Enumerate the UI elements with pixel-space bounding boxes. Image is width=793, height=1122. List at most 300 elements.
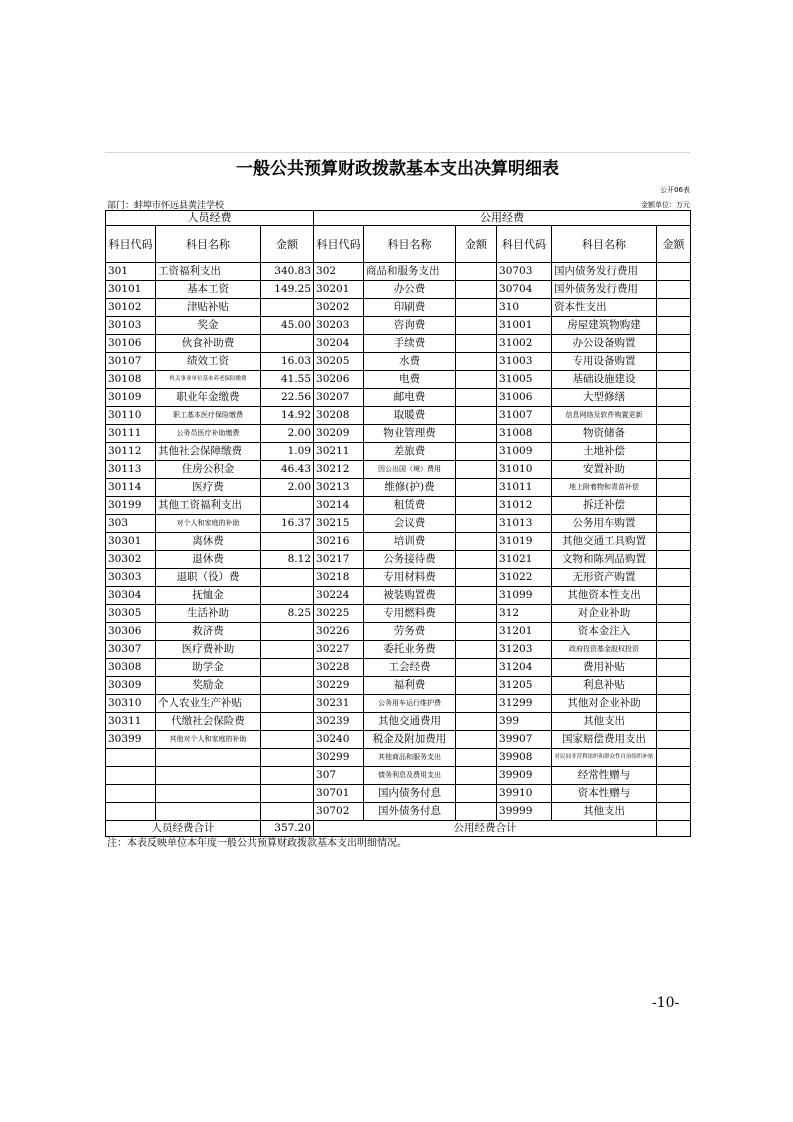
amount — [456, 497, 497, 515]
col-amount: 金额 — [261, 226, 314, 263]
subject-name — [156, 767, 261, 785]
table-row — [106, 785, 691, 803]
table-row — [106, 731, 691, 749]
amount: 149.25 — [261, 281, 314, 299]
amount — [657, 551, 691, 569]
subject-code: 30224 — [314, 587, 364, 605]
subject-code: 30703 — [497, 263, 552, 281]
subject-code: 30102 — [106, 299, 156, 317]
amount — [657, 461, 691, 479]
subject-name: 公务接待费 — [364, 551, 456, 569]
amount — [456, 641, 497, 659]
subject-code: 30203 — [314, 317, 364, 335]
amount — [456, 731, 497, 749]
subject-code: 30106 — [106, 335, 156, 353]
subject-name: 因公出国（境）费用 — [364, 461, 456, 479]
table-row — [106, 479, 691, 497]
personnel-total-value: 357.20 — [261, 821, 314, 837]
table-row — [106, 641, 691, 659]
amount — [657, 749, 691, 767]
subject-code: 30304 — [106, 587, 156, 605]
subject-name: 其他对个人和家庭的补助 — [156, 731, 261, 749]
subject-code: 30214 — [314, 497, 364, 515]
amount — [261, 785, 314, 803]
subject-name: 办公设备购置 — [552, 335, 657, 353]
amount — [657, 335, 691, 353]
table-row — [106, 533, 691, 551]
subject-name: 邮电费 — [364, 389, 456, 407]
subject-code: 30103 — [106, 317, 156, 335]
subject-code: 31002 — [497, 335, 552, 353]
subject-code: 30309 — [106, 677, 156, 695]
col-name: 科目名称 — [552, 226, 657, 263]
subject-name: 委托业务费 — [364, 641, 456, 659]
subject-code: 30301 — [106, 533, 156, 551]
subject-name: 公务员医疗补助缴费 — [156, 425, 261, 443]
amount — [657, 569, 691, 587]
subject-code: 31204 — [497, 659, 552, 677]
subject-code: 30227 — [314, 641, 364, 659]
amount — [657, 767, 691, 785]
amount — [657, 407, 691, 425]
table-row — [106, 767, 691, 785]
subject-name: 代缴社会保险费 — [156, 713, 261, 731]
amount — [657, 803, 691, 821]
subject-name: 经常性赠与 — [552, 767, 657, 785]
subject-code: 30101 — [106, 281, 156, 299]
subject-code: 30199 — [106, 497, 156, 515]
subject-name: 离休费 — [156, 533, 261, 551]
subject-code: 30225 — [314, 605, 364, 623]
amount — [456, 461, 497, 479]
group-personnel: 人员经费 — [106, 211, 314, 226]
public-total-value — [657, 821, 691, 837]
subject-code: 30239 — [314, 713, 364, 731]
subject-code: 31201 — [497, 623, 552, 641]
subject-code: 39910 — [497, 785, 552, 803]
subject-name: 安置补助 — [552, 461, 657, 479]
amount: 14.92 — [261, 407, 314, 425]
col-code: 科目代码 — [497, 226, 552, 263]
amount — [657, 731, 691, 749]
subject-code: 30208 — [314, 407, 364, 425]
subject-name: 电费 — [364, 371, 456, 389]
amount — [456, 803, 497, 821]
subject-code: 30209 — [314, 425, 364, 443]
subject-code: 30226 — [314, 623, 364, 641]
subject-code: 31205 — [497, 677, 552, 695]
subject-name: 国家赔偿费用支出 — [552, 731, 657, 749]
table-row — [106, 353, 691, 371]
subject-code: 30204 — [314, 335, 364, 353]
amount — [261, 713, 314, 731]
amount — [261, 803, 314, 821]
group-public: 公用经费 — [314, 211, 691, 226]
subject-code: 30205 — [314, 353, 364, 371]
table-row — [106, 299, 691, 317]
amount — [261, 749, 314, 767]
subject-code: 31019 — [497, 533, 552, 551]
amount — [456, 677, 497, 695]
subject-name: 福利费 — [364, 677, 456, 695]
amount — [657, 533, 691, 551]
subject-code: 31005 — [497, 371, 552, 389]
amount: 2.00 — [261, 479, 314, 497]
subject-name: 办公费 — [364, 281, 456, 299]
subject-name: 其他对企业补助 — [552, 695, 657, 713]
amount — [657, 677, 691, 695]
subject-name: 生活补助 — [156, 605, 261, 623]
subject-code: 30212 — [314, 461, 364, 479]
table-row — [106, 317, 691, 335]
subject-name: 资本性赠与 — [552, 785, 657, 803]
amount — [657, 317, 691, 335]
amount — [657, 623, 691, 641]
subject-code: 30113 — [106, 461, 156, 479]
subject-name: 手续费 — [364, 335, 456, 353]
amount — [657, 605, 691, 623]
table-row — [106, 623, 691, 641]
subject-name: 房屋建筑物购建 — [552, 317, 657, 335]
subject-code: 30306 — [106, 623, 156, 641]
subject-code: 312 — [497, 605, 552, 623]
amount — [456, 425, 497, 443]
table-row — [106, 281, 691, 299]
amount — [261, 533, 314, 551]
subject-name: 费用补贴 — [552, 659, 657, 677]
subject-code: 30218 — [314, 569, 364, 587]
subject-name: 对企业补助 — [552, 605, 657, 623]
subject-name: 地上附着物和青苗补偿 — [552, 479, 657, 497]
subject-name: 租赁费 — [364, 497, 456, 515]
subject-code: 39999 — [497, 803, 552, 821]
table-row — [106, 389, 691, 407]
subject-code: 39909 — [497, 767, 552, 785]
subject-code: 30213 — [314, 479, 364, 497]
public-total-label: 公用经费合计 — [314, 821, 657, 837]
amount — [456, 551, 497, 569]
amount — [261, 659, 314, 677]
table-row — [106, 551, 691, 569]
subject-code: 31099 — [497, 587, 552, 605]
amount — [456, 695, 497, 713]
amount — [456, 623, 497, 641]
subject-code: 31008 — [497, 425, 552, 443]
amount: 8.25 — [261, 605, 314, 623]
table-row — [106, 407, 691, 425]
subject-name: 其他交通费用 — [364, 713, 456, 731]
amount — [657, 425, 691, 443]
subject-code: 31007 — [497, 407, 552, 425]
subject-code: 399 — [497, 713, 552, 731]
subject-code: 301 — [106, 263, 156, 281]
subject-name: 维修(护)费 — [364, 479, 456, 497]
subject-code — [106, 803, 156, 821]
table-row — [106, 695, 691, 713]
table-row — [106, 749, 691, 767]
subject-name: 无形资产购置 — [552, 569, 657, 587]
expenditure-table — [105, 210, 691, 837]
amount: 340.83 — [261, 263, 314, 281]
subject-name: 差旅费 — [364, 443, 456, 461]
subject-name — [156, 785, 261, 803]
personnel-total-label: 人员经费合计 — [106, 821, 261, 837]
amount — [657, 713, 691, 731]
subject-code: 30110 — [106, 407, 156, 425]
subject-code: 39907 — [497, 731, 552, 749]
subject-code: 31011 — [497, 479, 552, 497]
amount — [657, 263, 691, 281]
amount — [657, 353, 691, 371]
amount — [261, 497, 314, 515]
amount — [657, 281, 691, 299]
subject-name: 住房公积金 — [156, 461, 261, 479]
subject-name: 救济费 — [156, 623, 261, 641]
subject-name: 印刷费 — [364, 299, 456, 317]
amount — [456, 533, 497, 551]
amount — [456, 785, 497, 803]
subject-code: 30302 — [106, 551, 156, 569]
amount — [657, 587, 691, 605]
subject-name: 资本金注入 — [552, 623, 657, 641]
subject-name: 咨询费 — [364, 317, 456, 335]
subject-name: 助学金 — [156, 659, 261, 677]
group-header-row — [106, 211, 691, 226]
subject-name: 奖励金 — [156, 677, 261, 695]
amount — [456, 749, 497, 767]
amount — [456, 479, 497, 497]
page-number: -10- — [652, 995, 680, 1011]
col-name: 科目名称 — [156, 226, 261, 263]
form-number: 公开06表 — [660, 186, 690, 194]
subject-code: 30211 — [314, 443, 364, 461]
report-sheet — [105, 152, 690, 851]
subject-code: 30307 — [106, 641, 156, 659]
subject-name: 个人农业生产补贴 — [156, 695, 261, 713]
subject-name: 物资储备 — [552, 425, 657, 443]
subject-name: 取暖费 — [364, 407, 456, 425]
subject-code: 30217 — [314, 551, 364, 569]
subject-name: 退职（役）费 — [156, 569, 261, 587]
subject-code: 31012 — [497, 497, 552, 515]
subject-code: 30108 — [106, 371, 156, 389]
col-name: 科目名称 — [364, 226, 456, 263]
amount — [261, 641, 314, 659]
amount — [657, 785, 691, 803]
table-row — [106, 605, 691, 623]
subject-code: 30308 — [106, 659, 156, 677]
report-title: 一般公共预算财政拨款基本支出决算明细表 — [105, 152, 690, 185]
subject-name: 对个人和家庭的补助 — [156, 515, 261, 533]
subject-code: 30240 — [314, 731, 364, 749]
amount — [456, 407, 497, 425]
amount — [657, 641, 691, 659]
amount — [657, 371, 691, 389]
col-code: 科目代码 — [314, 226, 364, 263]
amount — [456, 317, 497, 335]
subject-code: 30202 — [314, 299, 364, 317]
subject-code: 307 — [314, 767, 364, 785]
subject-name: 职业年金缴费 — [156, 389, 261, 407]
table-row — [106, 263, 691, 281]
amount — [456, 335, 497, 353]
subject-code: 31009 — [497, 443, 552, 461]
subject-name: 资本性支出 — [552, 299, 657, 317]
subject-name: 其他商品和服务支出 — [364, 749, 456, 767]
table-row — [106, 443, 691, 461]
amount — [657, 443, 691, 461]
amount — [456, 569, 497, 587]
amount — [657, 695, 691, 713]
subject-name: 工资福利支出 — [156, 263, 261, 281]
subject-code: 30111 — [106, 425, 156, 443]
subject-name: 其他交通工具购置 — [552, 533, 657, 551]
amount — [657, 497, 691, 515]
table-row — [106, 677, 691, 695]
subject-name: 津贴补贴 — [156, 299, 261, 317]
amount — [261, 299, 314, 317]
subject-name: 培训费 — [364, 533, 456, 551]
subject-name: 基础设施建设 — [552, 371, 657, 389]
subject-code — [106, 749, 156, 767]
subject-code: 30310 — [106, 695, 156, 713]
subject-name: 大型修缮 — [552, 389, 657, 407]
subject-name: 文物和陈列品购置 — [552, 551, 657, 569]
subject-code: 31010 — [497, 461, 552, 479]
table-row — [106, 425, 691, 443]
amount — [261, 767, 314, 785]
amount — [261, 335, 314, 353]
table-row — [106, 587, 691, 605]
subject-name: 会议费 — [364, 515, 456, 533]
amount — [456, 353, 497, 371]
subject-code: 30201 — [314, 281, 364, 299]
amount — [657, 479, 691, 497]
subject-name: 国外债务付息 — [364, 803, 456, 821]
subject-code — [106, 767, 156, 785]
subject-code: 30216 — [314, 533, 364, 551]
column-header-row — [106, 226, 691, 263]
subject-name: 专用设备购置 — [552, 353, 657, 371]
subject-code: 31006 — [497, 389, 552, 407]
subject-name: 政府投资基金股权投资 — [552, 641, 657, 659]
subject-name: 土地补偿 — [552, 443, 657, 461]
col-amount: 金额 — [657, 226, 691, 263]
amount — [261, 677, 314, 695]
subject-code: 30206 — [314, 371, 364, 389]
subject-code: 30704 — [497, 281, 552, 299]
subject-code: 30303 — [106, 569, 156, 587]
amount: 1.09 — [261, 443, 314, 461]
subject-name: 抚恤金 — [156, 587, 261, 605]
subject-name: 商品和服务支出 — [364, 263, 456, 281]
amount — [261, 623, 314, 641]
subject-code: 30299 — [314, 749, 364, 767]
subject-code: 30231 — [314, 695, 364, 713]
subject-name: 专用燃料费 — [364, 605, 456, 623]
subject-code: 31299 — [497, 695, 552, 713]
subject-code: 30229 — [314, 677, 364, 695]
subject-code: 31013 — [497, 515, 552, 533]
amount — [261, 731, 314, 749]
amount — [456, 371, 497, 389]
table-row — [106, 371, 691, 389]
subject-name: 物业管理费 — [364, 425, 456, 443]
amount: 16.37 — [261, 515, 314, 533]
subject-name: 国内债务付息 — [364, 785, 456, 803]
subject-code: 30228 — [314, 659, 364, 677]
amount — [261, 587, 314, 605]
subject-code — [106, 785, 156, 803]
subject-code: 30702 — [314, 803, 364, 821]
amount — [657, 659, 691, 677]
subject-code: 31022 — [497, 569, 552, 587]
subject-name: 信息网络及软件购置更新 — [552, 407, 657, 425]
subject-name: 水费 — [364, 353, 456, 371]
subject-name: 其他支出 — [552, 713, 657, 731]
amount — [456, 443, 497, 461]
amount: 41.55 — [261, 371, 314, 389]
amount — [456, 605, 497, 623]
amount — [657, 299, 691, 317]
col-code: 科目代码 — [106, 226, 156, 263]
department-label: 部门：蚌埠市怀远县黄洼学校 — [107, 201, 225, 211]
subject-code: 30311 — [106, 713, 156, 731]
amount: 22.56 — [261, 389, 314, 407]
subject-name: 被装购置费 — [364, 587, 456, 605]
subject-name: 其他支出 — [552, 803, 657, 821]
unit-label: 金额单位：万元 — [641, 201, 690, 209]
subject-name: 专用材料费 — [364, 569, 456, 587]
subject-name: 国外债务发行费用 — [552, 281, 657, 299]
subject-code: 302 — [314, 263, 364, 281]
subject-code: 30114 — [106, 479, 156, 497]
table-row — [106, 497, 691, 515]
subject-code: 30107 — [106, 353, 156, 371]
footnote: 注：本表反映单位本年度一般公共预算财政拨款基本支出明细情况。 — [107, 838, 407, 849]
amount: 8.12 — [261, 551, 314, 569]
subject-name: 工会经费 — [364, 659, 456, 677]
amount — [261, 695, 314, 713]
amount — [657, 389, 691, 407]
subject-code: 31003 — [497, 353, 552, 371]
amount: 45.00 — [261, 317, 314, 335]
subject-name: 其他资本性支出 — [552, 587, 657, 605]
subject-name: 拆迁补偿 — [552, 497, 657, 515]
subject-name: 退休费 — [156, 551, 261, 569]
amount — [261, 569, 314, 587]
amount — [456, 299, 497, 317]
amount — [456, 263, 497, 281]
subject-code: 30112 — [106, 443, 156, 461]
subject-name: 债务利息及费用支出 — [364, 767, 456, 785]
subject-code: 31203 — [497, 641, 552, 659]
subject-name: 国内债务发行费用 — [552, 263, 657, 281]
subject-name: 公务用车购置 — [552, 515, 657, 533]
subject-name: 职工基本医疗保险缴费 — [156, 407, 261, 425]
amount — [456, 659, 497, 677]
table-row — [106, 569, 691, 587]
amount — [456, 389, 497, 407]
amount — [456, 515, 497, 533]
subject-name: 公务用车运行维护费 — [364, 695, 456, 713]
subject-code: 310 — [497, 299, 552, 317]
amount — [657, 515, 691, 533]
table-row — [106, 461, 691, 479]
amount — [456, 281, 497, 299]
amount — [456, 767, 497, 785]
subject-code: 39908 — [497, 749, 552, 767]
